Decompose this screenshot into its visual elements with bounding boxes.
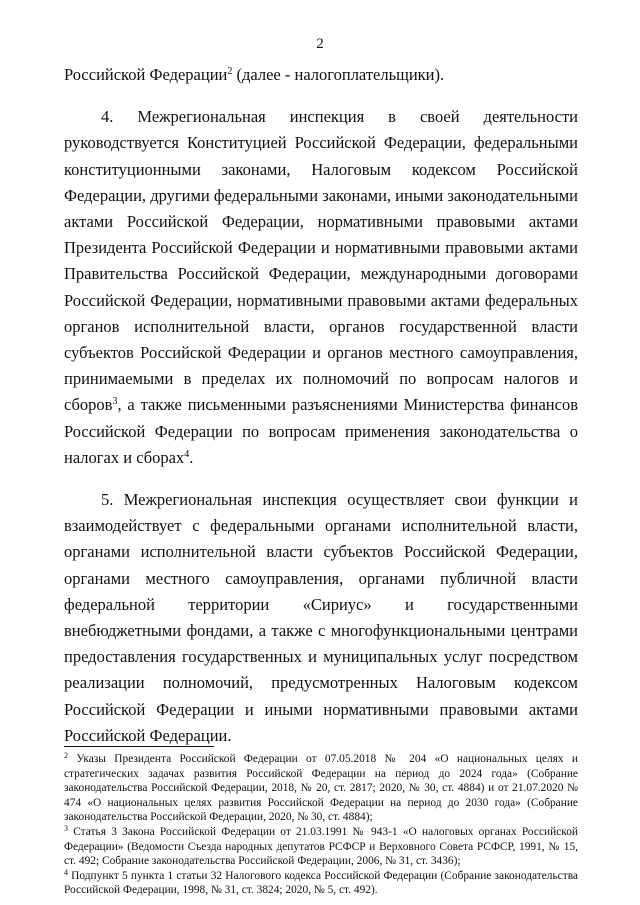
- footnote-text: Статья 3 Закона Российской Федерации от 21.03.1991 № 943-1 «О налоговых органах Российской Федерации» (Ведомости Съезда народных депутатов РСФСР и Верховного Совета РСФСР, 1991, № 15, ст. 492; Собрание законодательства Российской Федерации, 2006, № 31, ст. 3436);: [64, 825, 578, 868]
- paragraph-text: Российской Федерации: [64, 65, 228, 84]
- paragraph-continuation: [64, 62, 578, 88]
- footnote-mark: 3: [64, 823, 68, 833]
- footnote-item: [64, 869, 578, 898]
- footnote-ref: 3: [112, 396, 118, 408]
- footnote-text: Подпункт 5 пункта 1 статьи 32 Налогового кодекса Российской Федерации (Собрание законодательства Российской Федерации, 1998, № 31, ст. 3824; 2020, № 5, ст. 492).: [64, 869, 578, 897]
- page-number: 2: [316, 36, 324, 52]
- footnote-item: [64, 825, 578, 869]
- footnotes: [64, 752, 578, 898]
- footnote-ref: 4: [184, 448, 190, 460]
- footnote-ref: 2: [227, 66, 233, 77]
- footnote-item: [64, 752, 578, 825]
- footnote-text: Указы Президента Российской Федерации от 07.05.2018 № 204 «О национальных целях и стратегических задачах развития Российской Федерации на период до 2024 года» (Собрание законодательства Российской Федерации, 2018, № 20, ст. 2817; 2020, № 30, ст. 4884) и от 21.07.2020 № 474 «О национальных целях развития Российской Федерации на период до 2030 года» (Собрание законодательства Российской Федерации, 2020, № 30, ст. 4884);: [64, 753, 578, 824]
- footnote-mark: 2: [64, 751, 68, 760]
- paragraph-text: 4. Межрегиональная инспекция в своей деятельности руководствуется Конституцией Российской Федерации, федеральными конституционными законами, Налоговым кодексом Российской Федерации, другими федеральными законами, иными законодательными актами Российской Федерации, нормативными правовыми актами Президента Российской Федерации и нормативными правовыми актами Правительства Российской Федерации, международными договорами Российской Федерации, нормативными правовыми актами федеральных органов исполнительной власти, органов государственной власти субъектов Российской Федерации и органов местного самоуправления, принимаемыми в пределах их полномочий по вопросам налогов и сборов: [64, 107, 578, 415]
- paragraph-text: 5. Межрегиональная инспекция осуществляет свои функции и взаимодействует с федеральными органами исполнительной власти, органами исполнительной власти субъектов Российской Федерации, органами местного самоуправления, органами публичной власти федеральной территории «Сириус» и государственными внебюджетными фондами, а также с многофункциональными центрами предоставления государственных и муниципальных услуг посредством реализации полномочий, предусмотренных Налоговым кодексом Российской Федерации и иными нормативными правовыми актами Российской Федерации.: [64, 490, 578, 745]
- body-text: [64, 62, 578, 749]
- footnote-mark: 4: [64, 867, 68, 877]
- paragraph-text: .: [189, 447, 194, 467]
- paragraph-text: (далее - налогоплательщики).: [232, 65, 445, 84]
- paragraph-5: [64, 487, 578, 749]
- paragraph-text: , а также письменными разъяснениями Министерства финансов Российской Федерации по вопросам применения законодательства о налогах и сборах: [64, 395, 578, 467]
- footnote-separator: [64, 746, 214, 747]
- paragraph-4: [64, 104, 578, 471]
